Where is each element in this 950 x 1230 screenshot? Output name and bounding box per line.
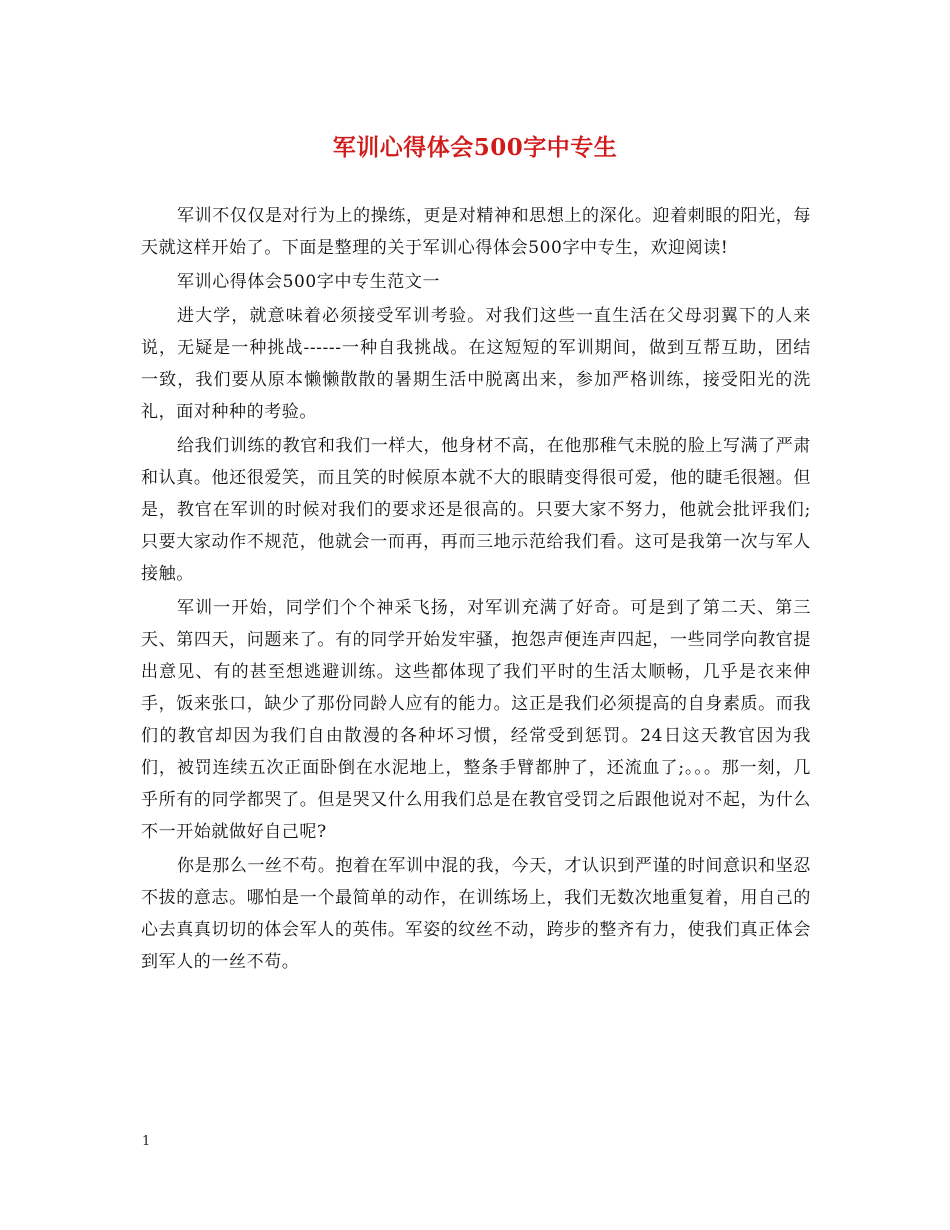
paragraph-4: 你是那么一丝不苟。抱着在军训中混的我，今天，才认识到严谨的时间意识和坚忍不拔的意志。哪怕是一个最简单的动作，在训练场上，我们无数次地重复着，用自己的心去真真切切的体会军人的英伟。军姿的纹丝不动，跨步的整齐有力，使我们真正体会到军人的一丝不苟。: [141, 856, 811, 972]
paragraph-intro: 军训不仅仅是对行为上的操练，更是对精神和思想上的深化。迎着刺眼的阳光，每天就这样开始了。下面是整理的关于军训心得体会500字中专生，欢迎阅读!: [141, 206, 811, 258]
paragraph-section-heading: 军训心得体会500字中专生范文一: [177, 272, 441, 292]
page-number: 1: [142, 1134, 151, 1149]
paragraph-3: 军训一开始，同学们个个神采飞扬，对军训充满了好奇。可是到了第二天、第三天、第四天，问题来了。有的同学开始发牢骚，抱怨声便连声四起，一些同学向教官提出意见、有的甚至想逃避训练。这些都体现了我们平时的生活太顺畅，几乎是衣来伸手，饭来张口，缺少了那份同龄人应有的能力。这正是我们必须提高的自身素质。而我们的教官却因为我们自由散漫的各种坏习惯，经常受到惩罚。24日这天教官因为我们，被罚连续五次正面卧倒在水泥地上，整条手臂都肿了，还流血了;。。。那一刻，几乎所有的同学都哭了。但是哭又什么用我们总是在教官受罚之后跟他说对不起，为什么不一开始就做好自己呢?: [141, 598, 811, 842]
paragraph-2: 给我们训练的教官和我们一样大，他身材不高，在他那稚气未脱的脸上写满了严肃和认真。他还很爱笑，而且笑的时候原本就不大的眼睛变得很可爱，他的睫毛很翘。但是，教官在军训的时候对我们的要求还是很高的。只要大家不努力，他就会批评我们;只要大家动作不规范，他就会一而再，再而三地示范给我们看。这可是我第一次与军人接触。: [141, 436, 811, 584]
document-title: 军训心得体会500字中专生: [332, 134, 618, 161]
paragraph-1: 进大学，就意味着必须接受军训考验。对我们这些一直生活在父母羽翼下的人来说，无疑是一种挑战------一种自我挑战。在这短短的军训期间，做到互帮互助，团结一致，我们要从原本懒懒散散的暑期生活中脱离出来，参加严格训练，接受阳光的洗礼，面对种种的考验。: [141, 306, 811, 422]
document-body: [141, 200, 811, 980]
